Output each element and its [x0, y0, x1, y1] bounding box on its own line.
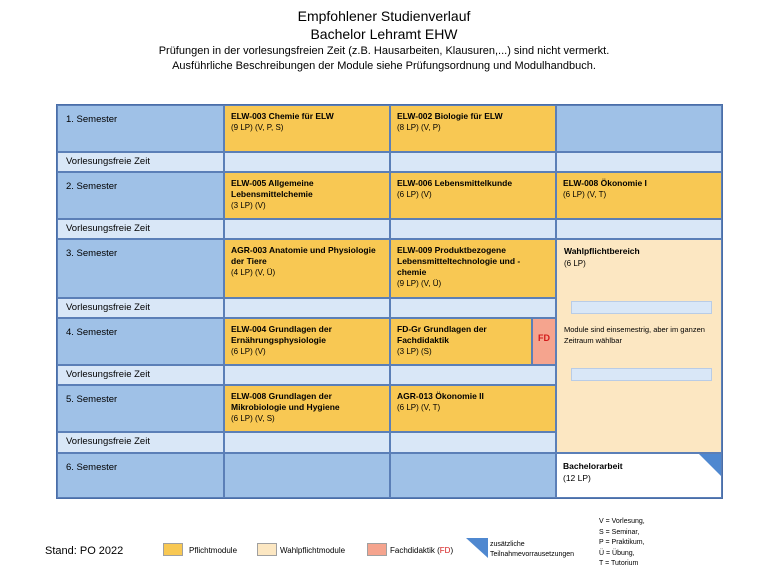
lecture-free-slot [390, 298, 556, 318]
semester-5-label: 5. Semester [57, 385, 224, 432]
module-detail: (6 LP) (V) [397, 190, 432, 199]
lecture-free-slot [390, 432, 556, 453]
module-title: FD-Gr Grundlagen der Fachdidaktik [397, 324, 487, 345]
lecture-free-slot [390, 365, 556, 385]
lecture-free-label: Vorlesungsfreie Zeit [57, 298, 224, 318]
empty-slot [556, 105, 722, 152]
legend-triangle-icon [466, 538, 488, 558]
module-card [224, 385, 390, 432]
module-detail: (6 LP) (V) [231, 347, 266, 356]
lecture-free-slot [224, 219, 390, 239]
module-card [390, 105, 556, 152]
abbreviation-key [599, 517, 645, 570]
module-title: ELW-006 Lebensmittelkunde [397, 178, 513, 188]
module-detail: (9 LP) (V, Ü) [397, 279, 442, 288]
lecture-free-label: Vorlesungsfreie Zeit [57, 365, 224, 385]
version-stamp: Stand: PO 2022 [45, 545, 124, 557]
module-detail: (8 LP) (V, P) [397, 123, 441, 132]
semester-2-label: 2. Semester [57, 172, 224, 219]
thesis-card [556, 453, 722, 498]
legend-fd-suffix: ) [450, 546, 454, 555]
module-card [390, 385, 556, 432]
module-detail: (9 LP) (V, P, S) [231, 123, 284, 132]
module-card [556, 172, 722, 219]
abbr-line: T = Tutorium [599, 560, 639, 567]
lecture-free-label: Vorlesungsfreie Zeit [57, 219, 224, 239]
legend-fd-label [390, 546, 453, 555]
module-detail: (3 LP) (S) [397, 347, 432, 356]
module-card [390, 318, 532, 365]
lecture-free-slot [390, 219, 556, 239]
legend-extra-line-1: zusätzliche [490, 541, 525, 548]
legend-fd-tag: FD [439, 546, 451, 555]
legend-fd-swatch [367, 543, 387, 556]
page-subtitle: Bachelor Lehramt EHW [310, 26, 458, 42]
module-detail: (3 LP) (V) [231, 201, 266, 210]
prerequisite-triangle-icon [699, 454, 721, 476]
module-card [224, 239, 390, 298]
elective-title: Wahlpflichtbereich [564, 246, 640, 256]
lecture-free-label: Vorlesungsfreie Zeit [57, 152, 224, 172]
lecture-free-slot [224, 152, 390, 172]
lecture-free-slot [390, 152, 556, 172]
thesis-lp: (12 LP) [563, 473, 591, 483]
module-detail: (4 LP) (V, Ü) [231, 268, 276, 277]
lecture-free-slot [224, 432, 390, 453]
thesis-title: Bachelorarbeit [563, 461, 623, 471]
lecture-free-slot [556, 152, 722, 172]
module-title: ELW-008 Ökonomie I [563, 178, 647, 188]
module-card [390, 172, 556, 219]
module-card [224, 172, 390, 219]
module-detail: (6 LP) (V, T) [563, 190, 607, 199]
abbr-line: Ü = Übung, [599, 549, 635, 557]
module-title: ELW-005 Allgemeine Lebensmittelchemie [231, 178, 314, 199]
module-title: AGR-003 Anatomie und Physiologie der Tiere [231, 245, 376, 266]
note-line-1: Prüfungen in der vorlesungsfreien Zeit (z.B. Hausarbeiten, Klausuren,...) sind nicht vermerkt. [158, 45, 610, 57]
module-card [390, 239, 556, 298]
semester-3-label: 3. Semester [57, 239, 224, 298]
semester-1-label: 1. Semester [57, 105, 224, 152]
elective-lp: (6 LP) [564, 259, 586, 268]
module-title: ELW-002 Biologie für ELW [397, 111, 503, 121]
semester-4-label: 4. Semester [57, 318, 224, 365]
legend-wahl-label: Wahlpflichtmodule [280, 546, 346, 555]
legend-extra-label [490, 540, 574, 560]
empty-slot [390, 453, 556, 498]
module-detail: (6 LP) (V, T) [397, 403, 441, 412]
legend-wahl-swatch [257, 543, 277, 556]
legend-fd-prefix: Fachdidaktik ( [390, 546, 440, 555]
page-title: Empfohlener Studienverlauf [297, 8, 471, 24]
module-card [224, 105, 390, 152]
module-title: ELW-004 Grundlagen der Ernährungsphysiologie [231, 324, 332, 345]
legend-pflicht-label: Pflichtmodule [189, 546, 238, 555]
abbr-line: V = Vorlesung, [599, 518, 645, 525]
elective-area [556, 239, 722, 453]
note-line-2: Ausführliche Beschreibungen der Module siehe Prüfungsordnung und Modulhandbuch. [172, 60, 596, 72]
lecture-free-slot [224, 298, 390, 318]
module-title: AGR-013 Ökonomie II [397, 391, 484, 401]
lecture-free-slot [556, 219, 722, 239]
module-card [224, 318, 390, 365]
empty-slot [224, 453, 390, 498]
semester-6-label: 6. Semester [57, 453, 224, 498]
module-title: ELW-008 Grundlagen der Mikrobiologie und Hygiene [231, 391, 340, 412]
module-detail: (6 LP) (V, S) [231, 414, 275, 423]
legend-extra-line-2: Teilnahmevorrausetzungen [490, 551, 575, 558]
lecture-free-bar [571, 368, 712, 381]
legend-pflicht-swatch [163, 543, 183, 556]
module-title: ELW-003 Chemie für ELW [231, 111, 334, 121]
abbr-line: S = Seminar, [599, 528, 640, 536]
module-title: ELW-009 Produktbezogene Lebensmitteltechnologie und -chemie [397, 245, 521, 277]
abbr-line: P = Praktikum, [599, 539, 645, 546]
lecture-free-bar [571, 301, 712, 314]
elective-note: Module sind einsemestrig, aber im ganzen Zeitraum wählbar [564, 325, 705, 345]
lecture-free-slot [224, 365, 390, 385]
lecture-free-label: Vorlesungsfreie Zeit [57, 432, 224, 453]
fachdidaktik-tag: FD [532, 318, 556, 365]
